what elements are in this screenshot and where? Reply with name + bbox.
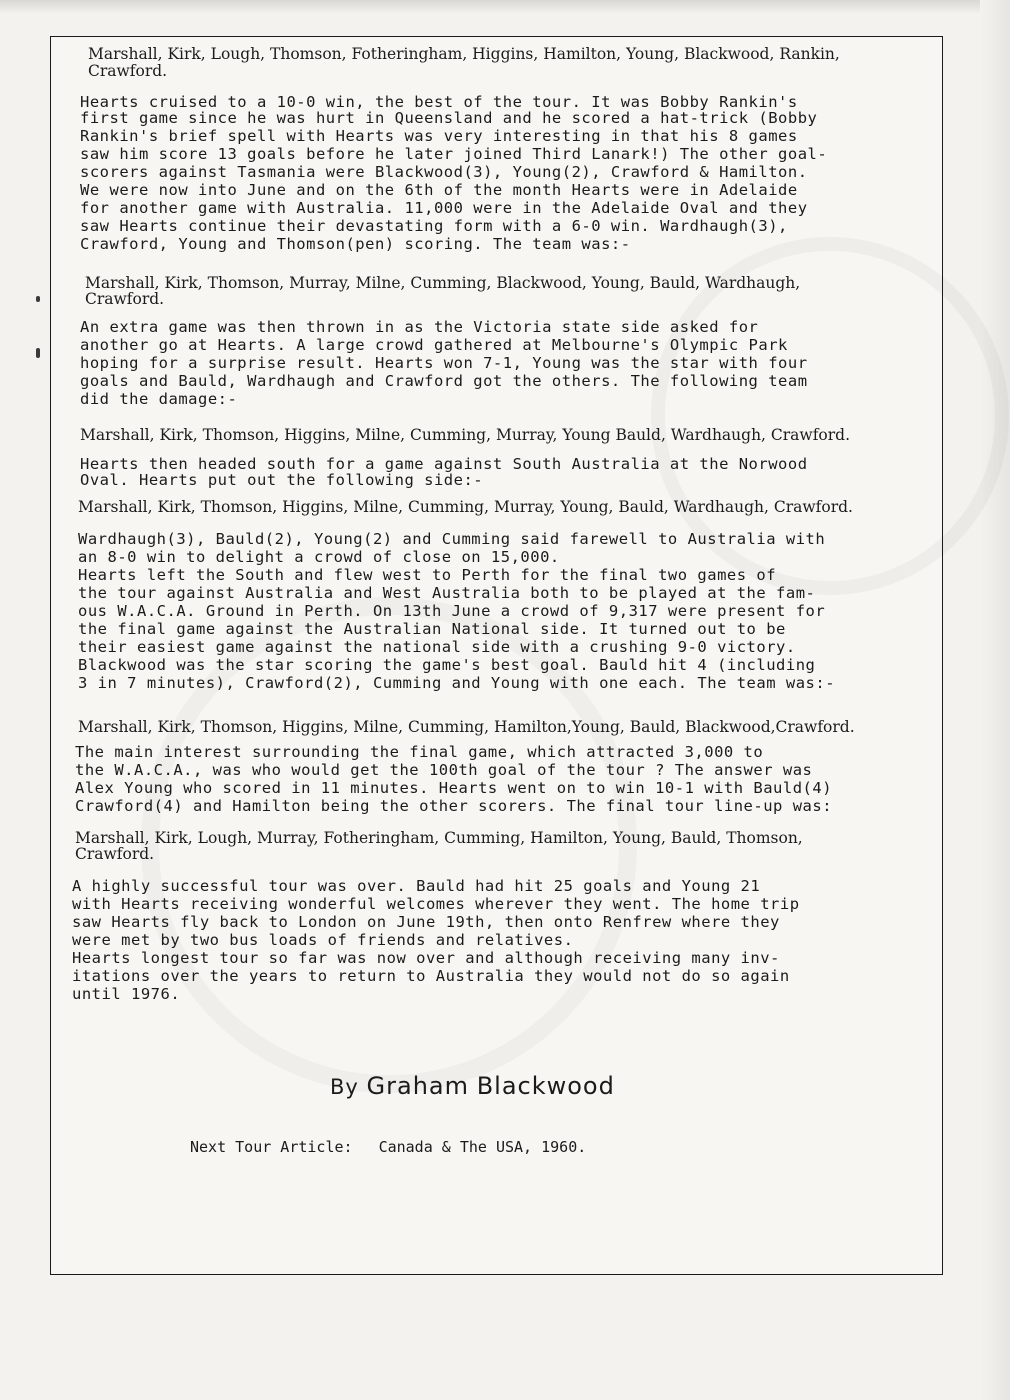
article-text-line: Hearts then headed south for a game against South Australia at the Norwood [80,455,808,473]
article-text-line: An extra game was then thrown in as the Victoria state side asked for [80,318,759,336]
article-text-line: The main interest surrounding the final game, which attracted 3,000 to [75,743,764,761]
article-text-line: Hearts cruised to a 10-0 win, the best of the tour. It was Bobby Rankin's [80,93,798,111]
team-lineup-line: Marshall, Kirk, Thomson, Murray, Milne, Cumming, Blackwood, Young, Bauld, Wardhaugh, [85,274,801,292]
article-text-line: until 1976. [72,985,181,1003]
article-text-line: the tour against Australia and West Australia both to be played at the fam- [78,584,816,602]
article-text-line: did the damage:- [80,390,238,408]
article-text-line: 3 in 7 minutes), Crawford(2), Cumming and Young with one each. The team was:- [78,674,836,692]
next-tour-label: Next Tour Article: [190,1138,353,1156]
team-lineup-line: Marshall, Kirk, Thomson, Higgins, Milne, Cumming, Murray, Young Bauld, Wardhaugh, Crawford. [80,426,851,444]
article-text-line: Hearts left the South and flew west to Perth for the final two games of [78,566,777,584]
scan-edge [0,0,1010,14]
article-text-line: for another game with Australia. 11,000 were in the Adelaide Oval and they [80,199,808,217]
article-text-line: Hearts longest tour so far was now over and although receiving many inv- [72,949,780,967]
article-text-line: an 8-0 win to delight a crowd of close on 15,000. [78,548,560,566]
byline-last-name: Blackwood [476,1072,615,1100]
article-text-line: We were now into June and on the 6th of the month Hearts were in Adelaide [80,181,798,199]
next-tour-note [190,1138,586,1156]
byline-by: By [330,1075,359,1099]
team-lineup-line: Marshall, Kirk, Lough, Thomson, Fotheringham, Higgins, Hamilton, Young, Blackwood, Rankin, [88,45,840,63]
scan-edge-right [980,0,1010,1400]
byline [330,1072,615,1100]
team-lineup-line: Crawford. [85,290,165,308]
team-lineup-line: Marshall, Kirk, Lough, Murray, Fotheringham, Cumming, Hamilton, Young, Bauld, Thomson, [75,829,803,847]
team-lineup-line: Marshall, Kirk, Thomson, Higgins, Milne, Cumming, Murray, Young, Bauld, Wardhaugh, Crawford. [78,498,853,516]
article-text-line: Crawford(4) and Hamilton being the other scorers. The final tour line-up was: [75,797,833,815]
article-text-line: another go at Hearts. A large crowd gathered at Melbourne's Olympic Park [80,336,788,354]
article-text-line: saw him score 13 goals before he later joined Third Lanark!) The other goal- [80,145,828,163]
next-tour-value: Canada & The USA, 1960. [378,1138,587,1156]
article-text-line: saw Hearts fly back to London on June 19th, then onto Renfrew where they [72,913,780,931]
article-text-line: Alex Young who scored in 11 minutes. Hearts went on to win 10-1 with Bauld(4) [75,779,833,797]
article-text-line: scorers against Tasmania were Blackwood(3), Young(2), Crawford & Hamilton. [80,163,808,181]
article-text-line: goals and Bauld, Wardhaugh and Crawford got the others. The following team [80,372,808,390]
article-text-line: Rankin's brief spell with Hearts was very interesting in that his 8 games [80,127,798,145]
article-text-line: were met by two bus loads of friends and relatives. [72,931,574,949]
team-lineup-line: Crawford. [75,845,155,863]
byline-first-name: Graham [366,1072,469,1100]
article-text-line: the W.A.C.A., was who would get the 100th goal of the tour ? The answer was [75,761,813,779]
article-text-line: their easiest game against the national side with a crushing 9-0 victory. [78,638,796,656]
article-text-line: ous W.A.C.A. Ground in Perth. On 13th June a crowd of 9,317 were present for [78,602,826,620]
team-lineup-line: Marshall, Kirk, Thomson, Higgins, Milne, Cumming, Hamilton,Young, Bauld, Blackwood,Crawford. [78,718,855,736]
article-text-line: Oval. Hearts put out the following side:- [80,471,484,489]
article-text-line: saw Hearts continue their devastating form with a 6-0 win. Wardhaugh(3), [80,217,788,235]
article-text-line: hoping for a surprise result. Hearts won 7-1, Young was the star with four [80,354,808,372]
article-text-line: itations over the years to return to Australia they would not do so again [72,967,790,985]
article-text-line: the final game against the Australian National side. It turned out to be [78,620,786,638]
article-text-line: with Hearts receiving wonderful welcomes wherever they went. The home trip [72,895,800,913]
article-text-line: A highly successful tour was over. Bauld had hit 25 goals and Young 21 [72,877,761,895]
paper-fleck [36,296,40,302]
team-lineup-line: Crawford. [88,62,168,80]
article-text-line: Crawford, Young and Thomson(pen) scoring. The team was:- [80,235,631,253]
article-text-line: Wardhaugh(3), Bauld(2), Young(2) and Cumming said farewell to Australia with [78,530,826,548]
article-text-line: Blackwood was the star scoring the game's best goal. Bauld hit 4 (including [78,656,816,674]
article-text-line: first game since he was hurt in Queensland and he scored a hat-trick (Bobby [80,109,818,127]
paper-fleck [36,348,40,358]
